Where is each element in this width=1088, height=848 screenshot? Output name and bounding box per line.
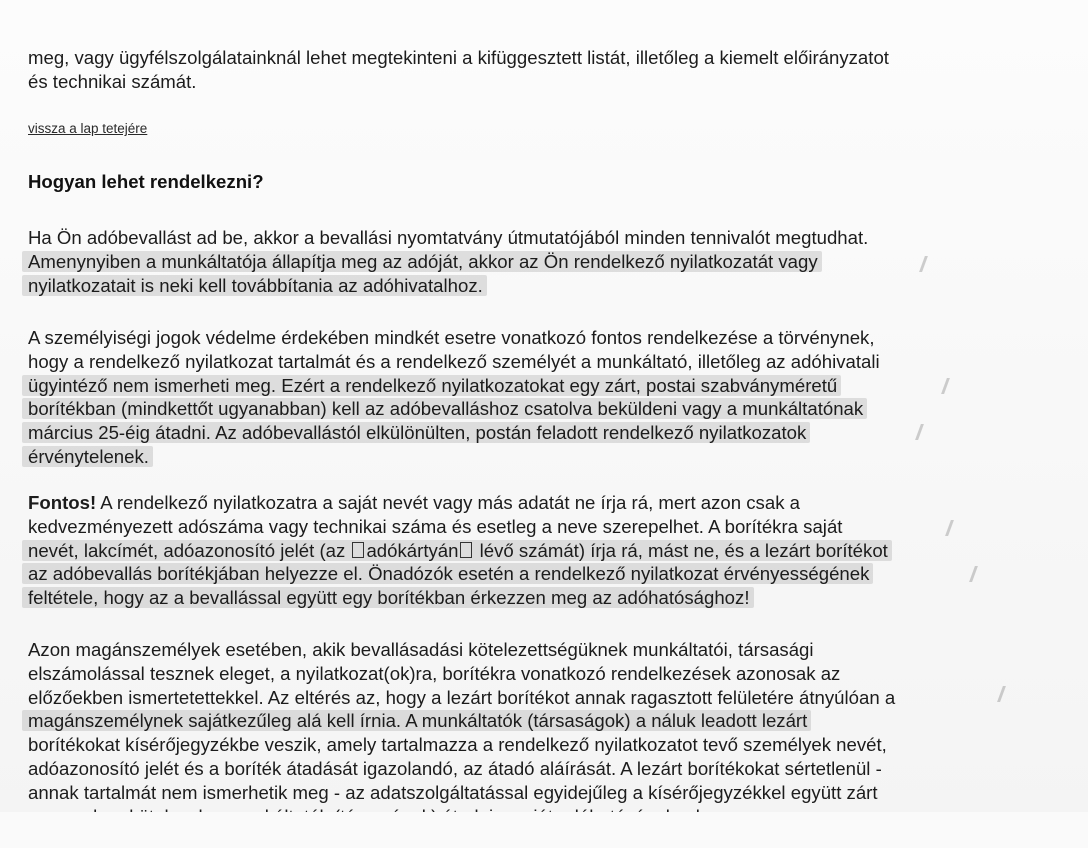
highlighted-text — [22, 540, 892, 561]
intro-line: meg, vagy ügyfélszolgálatainknál lehet megtekinteni a kifüggesztett listát, illetőleg a kiemelt előirányzatot — [28, 47, 889, 68]
paragraph-line — [28, 709, 1028, 733]
paragraph-1 — [28, 226, 1028, 297]
paragraph-line — [28, 445, 1028, 469]
paragraph-line — [28, 397, 1028, 421]
paragraph-line — [28, 421, 1028, 445]
paragraph-line: kedvezményezett adószáma vagy technikai száma és esetleg a neve szerepelhet. A borítékra saját — [28, 515, 843, 537]
paragraph-text: adókártyán — [366, 539, 459, 561]
highlighted-text: az adóbevallás borítékjában helyezze el. Önadózók esetén a rendelkező nyilatkozat érvényességének — [22, 563, 873, 584]
quote-box-glyph — [352, 542, 364, 558]
highlighted-text: magánszemélynek sajátkezűleg alá kell írnia. A munkáltatók (társaságok) a náluk leadott lezárt — [22, 710, 811, 731]
page-bottom-edge — [0, 812, 1088, 848]
paragraph-line: hogy a rendelkező nyilatkozat tartalmát és a rendelkező személyét a munkáltató, illetőleg az adóhivatali — [28, 350, 880, 372]
paragraph-line — [28, 491, 1028, 515]
important-label: Fontos! — [28, 492, 97, 513]
highlighted-text: feltétele, hogy az a bevallással együtt egy borítékban érkezzen meg az adóhatósághoz! — [22, 587, 754, 608]
highlighted-text: Amenynyiben a munkáltatója állapítja meg az adóját, akkor az Ön rendelkező nyilatkozatát vagy — [22, 251, 822, 272]
paragraph-text: lévő számát) írja rá, mást ne, és a lezárt borítékot — [474, 539, 888, 561]
paragraph-line — [28, 562, 1028, 586]
paragraph-line: annak tartalmát nem ismerhetik meg - az adatszolgáltatással egyidejűleg a kísérőjegyzékkel együtt zárt — [28, 781, 878, 803]
paragraph-line — [28, 539, 1028, 563]
paragraph-4 — [28, 638, 1028, 828]
paragraph-line: Ha Ön adóbevallást ad be, akkor a bevallási nyomtatvány útmutatójából minden tennivalót megtudhat. — [28, 227, 869, 248]
highlighted-text: borítékban (mindkettőt ugyanabban) kell az adóbevalláshoz csatolva beküldeni vagy a munkáltatónak — [22, 398, 867, 419]
highlighted-text: március 25-éig átadni. Az adóbevallástól elkülönülten, postán feladott rendelkező nyilatkozatok — [22, 422, 810, 443]
paragraph-text: nevét, lakcímét, adóazonosító jelét (az — [28, 539, 351, 561]
intro-paragraph — [28, 46, 1028, 94]
paragraph-line — [28, 586, 1028, 610]
quote-box-glyph — [460, 542, 472, 558]
paragraph-line: Azon magánszemélyek esetében, akik bevallásadási kötelezettségüknek munkáltatói, társasági — [28, 639, 814, 660]
section-heading: Hogyan lehet rendelkezni? — [28, 171, 264, 192]
paragraph-line — [28, 274, 1028, 298]
paragraph-line — [28, 374, 1028, 398]
back-to-top-link[interactable]: vissza a lap tetejére — [28, 121, 148, 136]
paragraph-line: előzőekben ismertetettekkel. Az eltérés az, hogy a lezárt borítékot annak ragasztott felületére átnyúlóan a — [28, 686, 896, 708]
paragraph-text: A rendelkező nyilatkozatra a saját nevét vagy más adatát ne írja rá, mert azon csak a — [96, 492, 800, 513]
paragraph-line: elszámolással tesznek eleget, a nyilatkozat(ok)ra, borítékra vonatkozó rendelkezések azonosak az — [28, 662, 841, 684]
paragraph-line: adóazonosító jelét és a boríték átadását igazolandó, az átadó aláírását. A lezárt borítékokat sértetlenül - — [28, 757, 882, 779]
paragraph-3 — [28, 491, 1028, 610]
paragraph-line: borítékokat kísérőjegyzékbe veszik, amely tartalmazza a rendelkező nyilatkozatot tevő személyek nevét, — [28, 734, 887, 756]
paragraph-line: A személyiségi jogok védelme érdekében mindkét esetre vonatkozó fontos rendelkezése a törvénynek, — [28, 327, 875, 348]
highlighted-text: érvénytelenek. — [22, 446, 153, 467]
highlighted-text: nyilatkozatait is neki kell továbbítania az adóhivatalhoz. — [22, 275, 487, 296]
paragraph-line — [28, 250, 1028, 274]
paragraph-2 — [28, 326, 1028, 469]
highlighted-text: ügyintéző nem ismerheti meg. Ezért a rendelkező nyilatkozatokat egy zárt, postai szabványméretű — [22, 375, 841, 396]
intro-line: és technikai számát. — [28, 70, 197, 92]
